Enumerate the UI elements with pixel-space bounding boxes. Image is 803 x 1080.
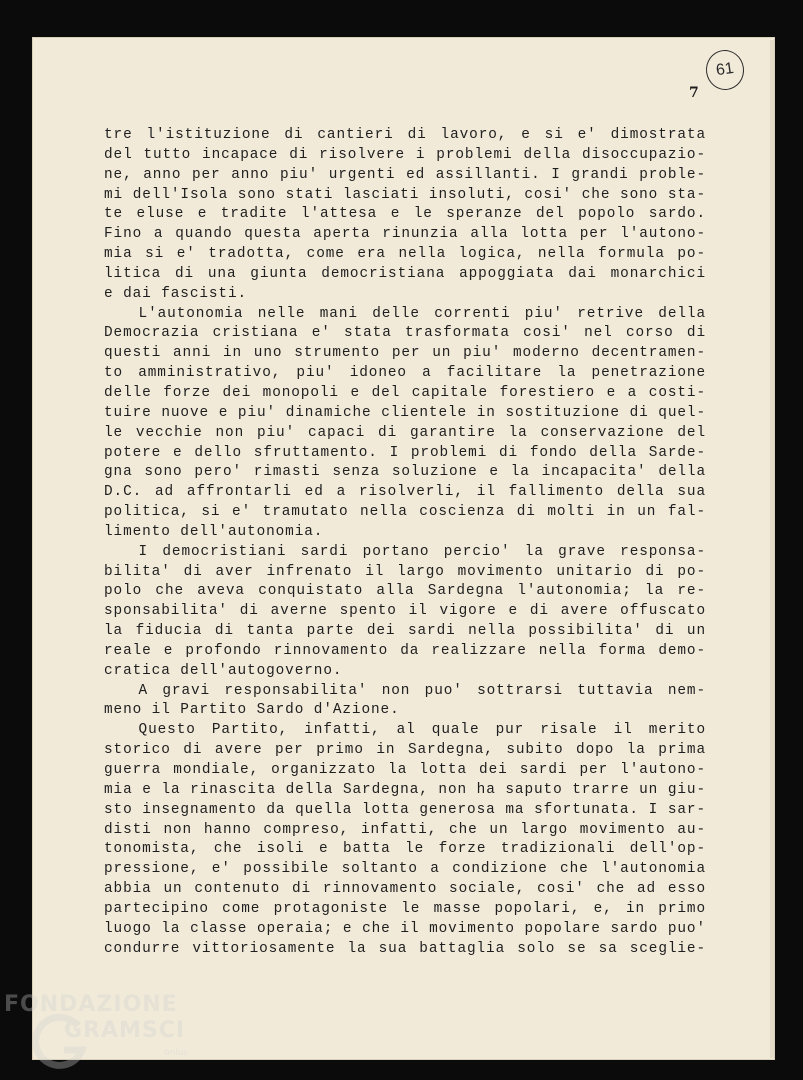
text-line: partecipino come protagoniste le masse popolari, e, in primo	[104, 900, 706, 917]
text-line: cratica dell'autogoverno.	[104, 662, 343, 679]
text-line: questi anni in uno strumento per un piu' moderno decentramen-	[104, 345, 706, 362]
text-line: L'autonomia nelle mani delle correnti piu' retrive della	[138, 305, 706, 322]
text-line: I democristiani sardi portano percio' la grave responsa-	[138, 543, 706, 560]
text-line: mi dell'Isola sono stati lasciati insoluti, cosi' che sono sta-	[104, 186, 706, 203]
text-line: la fiducia di tanta parte dei sardi nella possibilita' di un	[104, 623, 706, 640]
text-line: bilita' di aver infrenato il largo movimento unitario di po-	[104, 563, 706, 580]
body-text	[104, 126, 706, 959]
text-line: pressione, e' possibile soltanto a condizione che l'autonomia	[104, 861, 706, 878]
text-line: meno il Partito Sardo d'Azione.	[104, 702, 400, 719]
text-line: e dai fascisti.	[104, 285, 248, 302]
text-line: D.C. ad affrontarli ed a risolverli, il fallimento della sua	[104, 484, 706, 501]
page-edge	[770, 40, 774, 1058]
text-line: le vecchie non piu' capaci di garantire la conservazione del	[104, 424, 706, 441]
text-line: condurre vittoriosamente la sua battaglia solo se sa sceglie-	[104, 940, 706, 957]
text-line: del tutto incapace di risolvere i problemi della disoccupazio-	[104, 146, 706, 163]
text-line: limento dell'autonomia.	[104, 523, 324, 540]
text-line: Democrazia cristiana e' stata trasformata cosi' nel corso di	[104, 325, 706, 342]
text-line: mia si e' tradotta, come era nella logica, nella formula po-	[104, 246, 706, 263]
text-line: mia e la rinascita della Sardegna, non ha saputo trarre un giu-	[104, 781, 706, 798]
text-line: litica di una giunta democristiana appoggiata dai monarchici	[104, 265, 706, 282]
text-line: gna sono pero' rimasti senza soluzione e la incapacita' della	[104, 464, 706, 481]
text-line: A gravi responsabilita' non puo' sottrarsi tuttavia nem-	[138, 682, 706, 699]
text-line: to amministrativo, piu' idoneo a facilitare la penetrazione	[104, 365, 706, 382]
text-line: tuire nuove e piu' dinamiche clientele in sostituzione di quel-	[104, 404, 706, 421]
text-line: sto insegnamento da quella lotta generosa ma sfortunata. I sar-	[104, 801, 706, 818]
text-line: ne, anno per anno piu' urgenti ed assillanti. I grandi proble-	[104, 166, 706, 183]
text-line: tonomista, che isoli e batta le forze tradizionali dell'op-	[104, 841, 706, 858]
text-line: reale e profondo rinnovamento da realizzare nella forma demo-	[104, 642, 706, 659]
text-line: Questo Partito, infatti, al quale pur risale il merito	[138, 722, 706, 739]
archive-mark-number: 61	[714, 59, 735, 80]
text-line: Fino a quando questa aperta rinunzia alla lotta per l'autono-	[104, 226, 706, 243]
text-line: delle forze dei monopoli e del capitale forestiero e a costi-	[104, 384, 706, 401]
text-line: disti non hanno compreso, infatti, che un largo movimento au-	[104, 821, 706, 838]
watermark-line2: GRAMSCI	[64, 1018, 186, 1043]
text-line: politica, si e' tramutato nella coscienza di molti in un fal-	[104, 504, 706, 521]
watermark	[4, 990, 204, 1070]
page-number: 7	[689, 85, 699, 101]
watermark-sub: onlus	[164, 1048, 189, 1058]
text-line: storico di avere per primo in Sardegna, subito dopo la prima	[104, 742, 706, 759]
watermark-line1: FONDAZIONE	[4, 992, 178, 1017]
text-line: abbia un contenuto di rinnovamento sociale, cosi' che ad esso	[104, 881, 706, 898]
text-line: te eluse e tradite l'attesa e le speranze del popolo sardo.	[104, 206, 706, 223]
text-line: tre l'istituzione di cantieri di lavoro, e si e' dimostrata	[104, 127, 706, 143]
text-line: sponsabilita' di averne spento il vigore e di avere offuscato	[104, 603, 706, 620]
text-line: guerra mondiale, organizzato la lotta dei sardi per l'autono-	[104, 762, 706, 778]
text-line: polo che aveva conquistato alla Sardegna l'autonomia; la re-	[104, 583, 706, 600]
text-line: potere e dello sfruttamento. I problemi di fondo della Sarde-	[104, 444, 706, 461]
text-line: luogo la classe operaia; e che il movimento popolare sardo puo'	[104, 920, 706, 937]
